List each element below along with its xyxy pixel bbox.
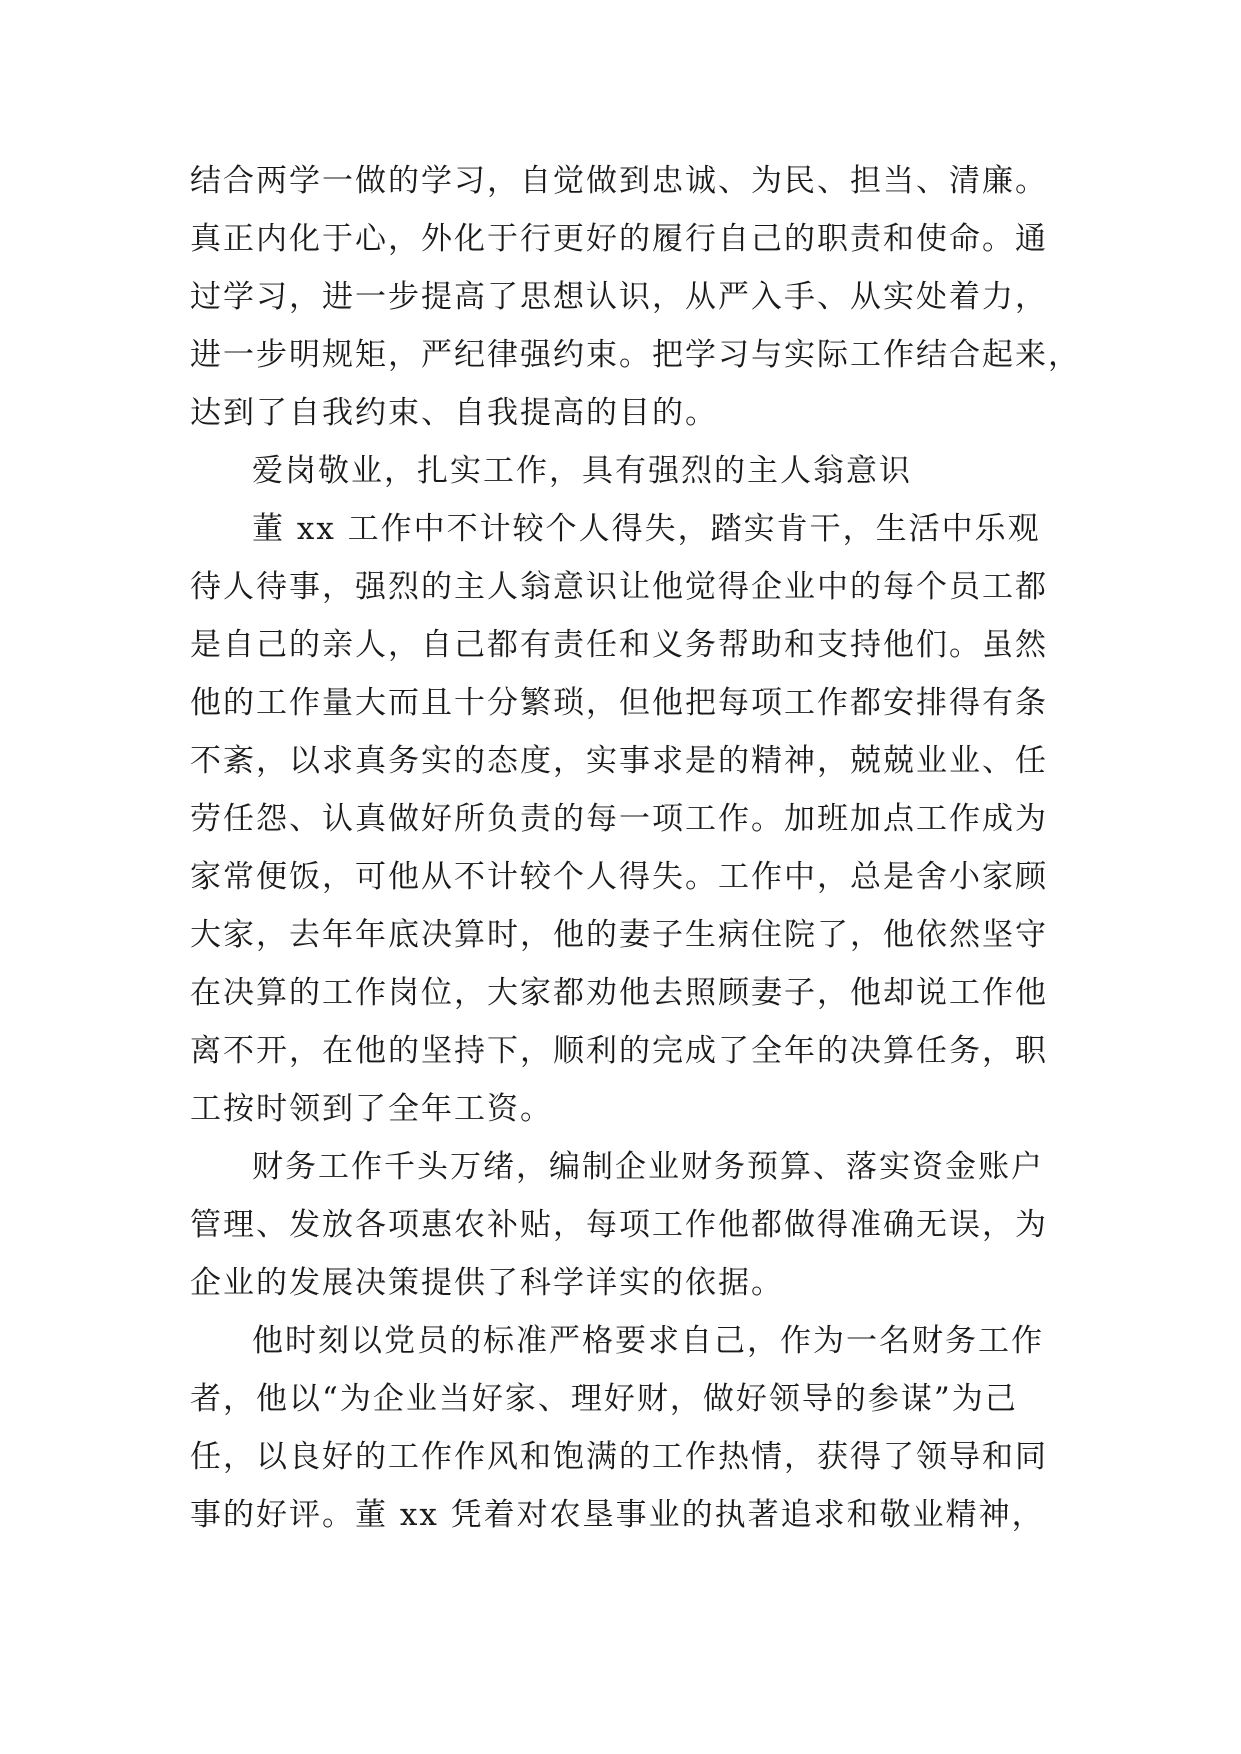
text-line: 待人待事，强烈的主人翁意识让他觉得企业中的每个员工都 [190, 569, 1048, 605]
text-line: 任，以良好的工作作风和饱满的工作热情，获得了领导和同 [190, 1439, 1048, 1475]
text-line: 者，他以“为企业当好家、理好财，做好领导的参谋”为己 [190, 1381, 1018, 1417]
text-line: 工按时领到了全年工资。 [190, 1091, 553, 1127]
text-line: 离不开，在他的坚持下，顺利的完成了全年的决算任务，职 [190, 1033, 1048, 1069]
text-line: 管理、发放各项惠农补贴，每项工作他都做得准确无误，为 [190, 1207, 1048, 1243]
text-line: 不紊，以求真务实的态度，实事求是的精神，兢兢业业、任 [190, 743, 1048, 779]
text-line: 劳任怨、认真做好所负责的每一项工作。加班加点工作成为 [190, 801, 1048, 837]
text-line: 事的好评。董 xx 凭着对农垦事业的执著追求和敬业精神， [190, 1497, 1045, 1533]
text-line: 结合两学一做的学习，自觉做到忠诚、为民、担当、清廉。 [190, 163, 1048, 199]
section-heading: 爱岗敬业，扎实工作，具有强烈的主人翁意识 [252, 453, 912, 489]
text-line: 在决算的工作岗位，大家都劝他去照顾妻子，他却说工作他 [190, 975, 1048, 1011]
document-body [190, 152, 1081, 1544]
text-line: 进一步明规矩，严纪律强约束。把学习与实际工作结合起来， [190, 337, 1081, 373]
text-line: 大家，去年年底决算时，他的妻子生病住院了，他依然坚守 [190, 917, 1048, 953]
text-line: 家常便饭，可他从不计较个人得失。工作中，总是舍小家顾 [190, 859, 1048, 895]
paragraph-start-line: 董 xx 工作中不计较个人得失，踏实肯干，生活中乐观 [252, 511, 1041, 547]
text-line: 达到了自我约束、自我提高的目的。 [190, 395, 718, 431]
text-line: 过学习，进一步提高了思想认识，从严入手、从实处着力， [190, 279, 1048, 315]
paragraph-start-line: 财务工作千头万绪，编制企业财务预算、落实资金账户 [252, 1149, 1044, 1185]
text-line: 是自己的亲人，自己都有责任和义务帮助和支持他们。虽然 [190, 627, 1048, 663]
paragraph-start-line: 他时刻以党员的标准严格要求自己，作为一名财务工作 [252, 1323, 1044, 1359]
text-line: 他的工作量大而且十分繁琐，但他把每项工作都安排得有条 [190, 685, 1048, 721]
text-line: 企业的发展决策提供了科学详实的依据。 [190, 1265, 784, 1301]
text-line: 真正内化于心，外化于行更好的履行自己的职责和使命。通 [190, 221, 1048, 257]
